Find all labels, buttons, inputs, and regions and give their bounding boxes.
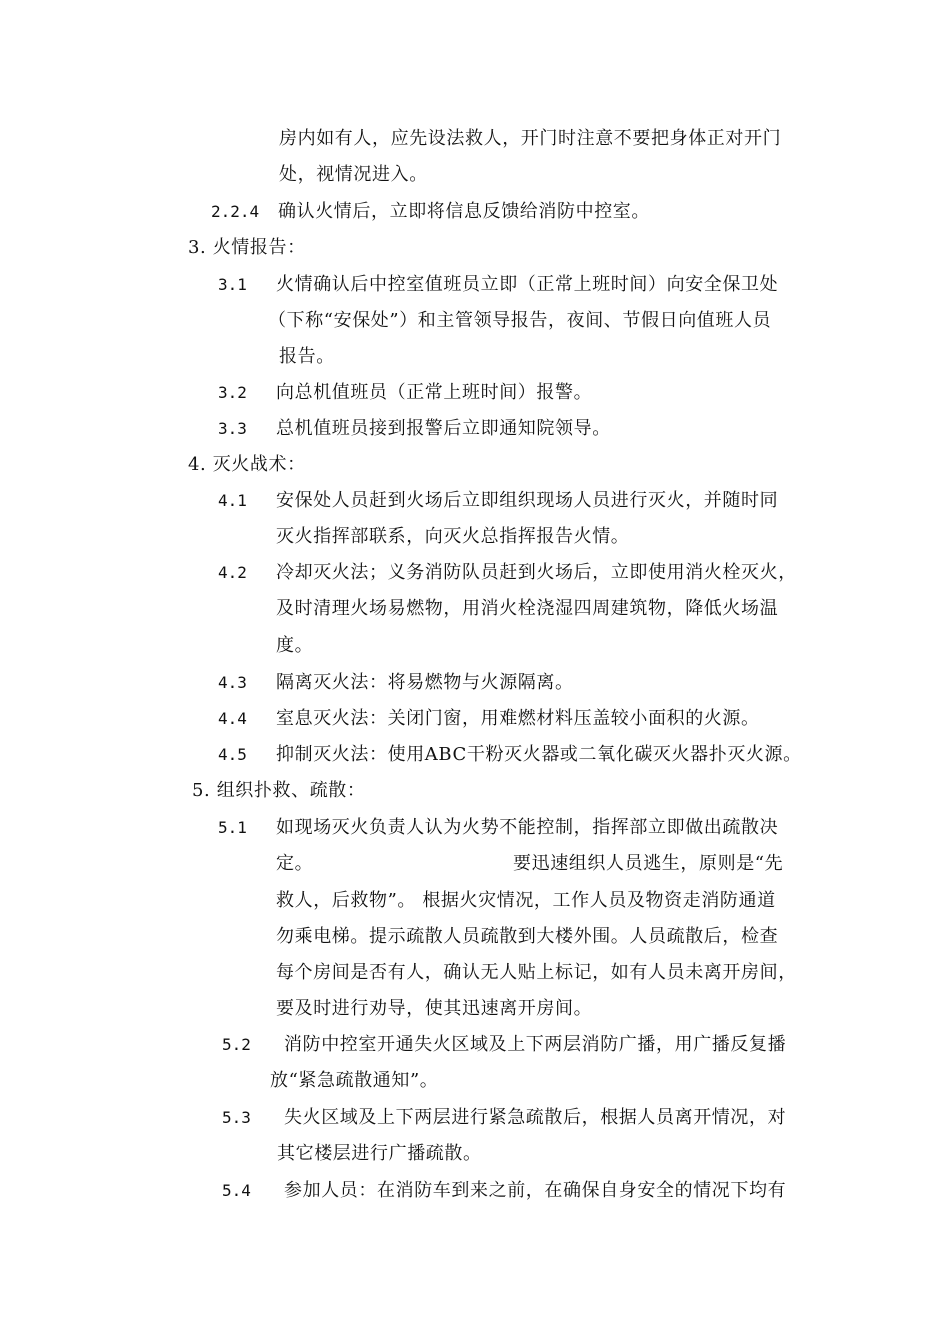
paragraph-line: 处，视情况进入。 <box>279 164 428 185</box>
item-number: 4.5 <box>218 745 247 764</box>
paragraph-line: 火情确认后中控室值班员立即（正常上班时间）向安全保卫处 <box>276 274 779 295</box>
paragraph-line: 报告。 <box>279 346 335 367</box>
paragraph-line: 其它楼层进行广播疏散。 <box>277 1143 482 1164</box>
paragraph-line: 抑制灭火法：使用ABC干粉灭火器或二氧化碳灭火器扑灭火源。 <box>276 744 802 765</box>
paragraph-line: 灭火指挥部联系，向灭火总指挥报告火情。 <box>276 526 630 547</box>
item-number: 4.3 <box>218 673 247 692</box>
section-heading: 5. 组织扑救、疏散： <box>192 780 366 801</box>
paragraph-line: 冷却灭火法；义务消防队员赶到火场后，立即使用消火栓灭火， <box>276 562 797 583</box>
paragraph-line: 度。 <box>276 635 314 656</box>
paragraph-line: 失火区域及上下两层进行紧急疏散后，根据人员离开情况，对 <box>284 1107 787 1128</box>
paragraph-line: （下称“安保处”）和主管领导报告，夜间、节假日向值班人员 <box>268 310 772 331</box>
paragraph-line: 放“紧急疏散通知”。 <box>270 1070 439 1091</box>
paragraph-line: 要及时进行劝导，使其迅速离开房间。 <box>276 998 593 1019</box>
paragraph-line: 如现场灭火负责人认为火势不能控制，指挥部立即做出疏散决 <box>276 817 779 838</box>
item-number: 5.2 <box>222 1035 251 1054</box>
paragraph-line: 每个房间是否有人，确认无人贴上标记，如有人员未离开房间， <box>276 962 797 983</box>
section-heading: 4. 灭火战术： <box>188 454 306 475</box>
paragraph-line: 定。 <box>276 853 314 874</box>
item-number: 4.1 <box>218 491 247 510</box>
item-number: 5.3 <box>222 1108 251 1127</box>
paragraph-line: 参加人员：在消防车到来之前，在确保自身安全的情况下均有 <box>284 1180 787 1201</box>
paragraph-line: 室息灭火法：关闭门窗，用难燃材料压盖较小面积的火源。 <box>276 708 760 729</box>
paragraph-line: 向总机值班员（正常上班时间）报警。 <box>276 382 593 403</box>
item-number: 3.1 <box>218 275 247 294</box>
item-number: 5.4 <box>222 1181 251 1200</box>
paragraph-line: 安保处人员赶到火场后立即组织现场人员进行灭火，并随时同 <box>276 490 779 511</box>
item-number: 2.2.4 <box>211 202 260 221</box>
paragraph-line: 及时清理火场易燃物，用消火栓浇湿四周建筑物，降低火场温 <box>276 598 779 619</box>
paragraph-line: 要迅速组织人员逃生，原则是“先 <box>513 853 784 874</box>
paragraph-line: 勿乘电梯。提示疏散人员疏散到大楼外围。人员疏散后，检查 <box>276 926 779 947</box>
item-number: 4.4 <box>218 709 247 728</box>
paragraph-line: 房内如有人，应先设法救人，开门时注意不要把身体正对开门 <box>279 128 782 149</box>
item-number: 3.3 <box>218 419 247 438</box>
item-number: 5.1 <box>218 818 247 837</box>
item-number: 3.2 <box>218 383 247 402</box>
paragraph-line: 确认火情后，立即将信息反馈给消防中控室。 <box>278 201 650 222</box>
paragraph-line: 消防中控室开通失火区域及上下两层消防广播，用广播反复播 <box>284 1034 787 1055</box>
paragraph-line: 隔离灭火法：将易燃物与火源隔离。 <box>276 672 574 693</box>
item-number: 4.2 <box>218 563 247 582</box>
paragraph-line: 救人，后救物”。 根据火灾情况，工作人员及物资走消防通道 <box>276 890 776 911</box>
paragraph-line: 总机值班员接到报警后立即通知院领导。 <box>276 418 611 439</box>
section-heading: 3. 火情报告： <box>188 237 306 258</box>
